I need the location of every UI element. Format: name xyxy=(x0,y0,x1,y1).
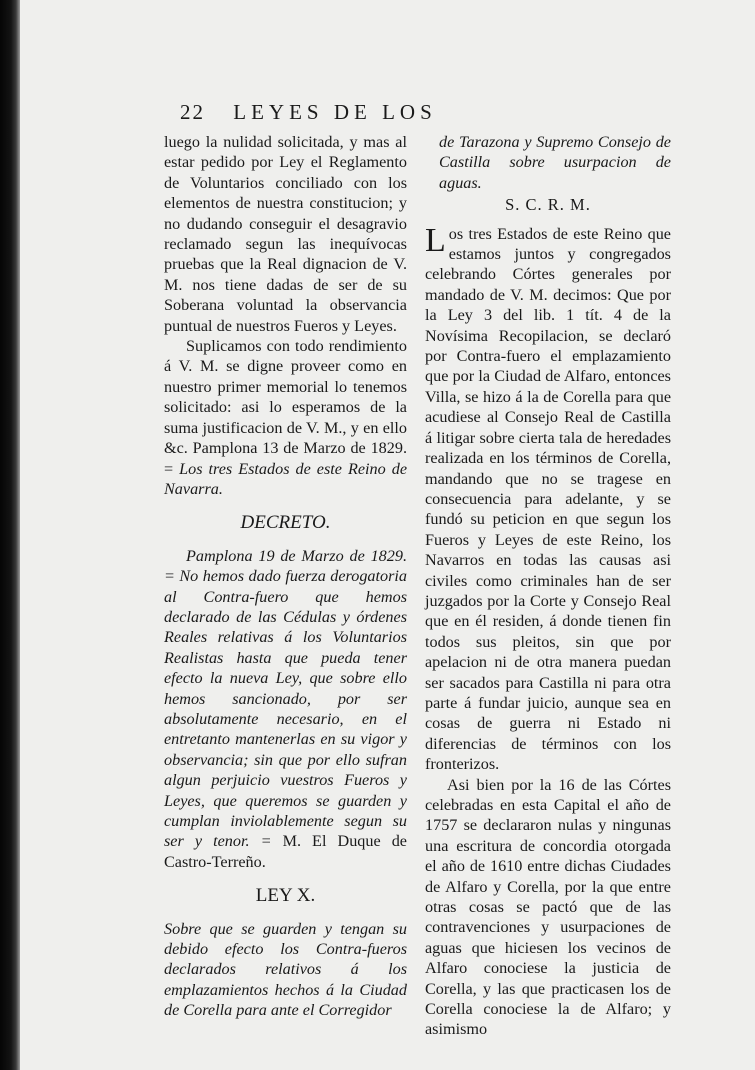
left-column xyxy=(164,132,407,1021)
decreto-heading: DECRETO. xyxy=(240,512,331,534)
address-scrm: S. C. R. M. xyxy=(505,195,591,215)
right-column xyxy=(425,132,671,1040)
body-paragraph-1-text: os tres Estados de este Reino que estamos juntos y congregados celebrando Córtes generales por mandado de V. M. decimos: Que por la Ley 3 del lib. 1 tít. 4 de la Novísima Recopilacion, se declaró por Contra-fuero el emplazamiento que por la Ciudad de Alfaro, entonces Villa, se hizo á la de Corella para que acudiese al Consejo Real de Castilla á litigar sobre cierta tala de heredades realizada en los términos de Corella, mandando que no se tragese en consecuencia para adelante, y se fundó su peticion en que segun los Fueros y Leyes de este Reino, los Navarros en todas las causas asi civiles como criminales han de ser juzgados por la Corte y Consejo Real que en él residen, á donde tienen fin todos sus pleitos, sin que por apelacion ni de otra manera puedan ser sacados para Castilla ni para otra parte á fundar juicio, aunque sea en cosas de guerra ni Estado ni diferencias de términos con los fronterizos. xyxy=(425,224,671,774)
decreto-paragraph xyxy=(164,546,407,873)
running-header xyxy=(180,100,560,125)
ley-heading: LEY X. xyxy=(255,885,316,907)
supplication-paragraph xyxy=(164,336,407,499)
supplication-text: Suplicamos con todo rendimiento á V. M. se digne proveer como en nuestro primer memorial lo tenemos solicitado: asi lo esperamos de la suma justificacion de V. M., y en ello &c. Pamplona 13 de Marzo de 1829. = xyxy=(164,337,407,478)
decreto-signature: M. El Duque de Castro-Terreño. xyxy=(164,832,407,871)
ley-summary: Sobre que se guarden y tengan su debido efecto los Contra-fueros declarados relativos á los emplazamientos hechos á la Ciudad de Corella para ante el Corregidor xyxy=(164,919,407,1020)
body-paragraph-2: Asi bien por la 16 de las Córtes celebradas en esta Capital el año de 1757 se declararon nulas y ningunas una escritura de concordia otorgada el año de 1610 entre dichas Ciudades de Alfaro y Corella, por la que entre otras cosas se pactó que de las contravenciones y usurpaciones de aguas que hiciesen los vecinos de Alfaro conociese la justicia de Corella, y las que practicasen los de Corella conociese la de Alfaro; y asimismo xyxy=(425,775,671,1039)
decreto-text: Pamplona 19 de Marzo de 1829. = No hemos dado fuerza derogatoria al Contra-fuero que hemos declarado de las Cédulas y órdenes Reales relativas á los Voluntarios Realistas hasta que pueda tener efecto la nueva Ley, que sobre ello hemos sancionado, por ser absolutamente necesario, en el entretanto mantenerlas en su vigor y observancia; sin que por ello sufran algun perjuicio vuestros Fueros y Leyes, que queremos se guarden y cumplan inviolablemente segun su ser y tenor. = xyxy=(164,546,407,851)
running-title: LEYES DE LOS xyxy=(233,100,437,124)
body-paragraph-1 xyxy=(425,221,671,775)
scan-edge xyxy=(0,0,20,1070)
ley-summary-continued: de Tarazona y Supremo Consejo de Castilla sobre usurpacion de aguas. xyxy=(439,133,671,192)
signatories: Los tres Estados de este Reino de Navarra. xyxy=(164,459,408,498)
petition-paragraph-end: luego la nulidad solicitada, y mas al estar pedido por Ley el Reglamento de Voluntarios conciliado con los elementos de nuestra constitucion; y no dudando conseguir el desagravio reclamado segun las inequívocas pruebas que la Real dignacion de V. M. nos tiene dadas de ser de su Soberana voluntad la observancia puntual de nuestros Fueros y Leyes. xyxy=(164,133,407,335)
drop-cap: L xyxy=(425,221,446,259)
page-number: 22 xyxy=(180,100,205,124)
